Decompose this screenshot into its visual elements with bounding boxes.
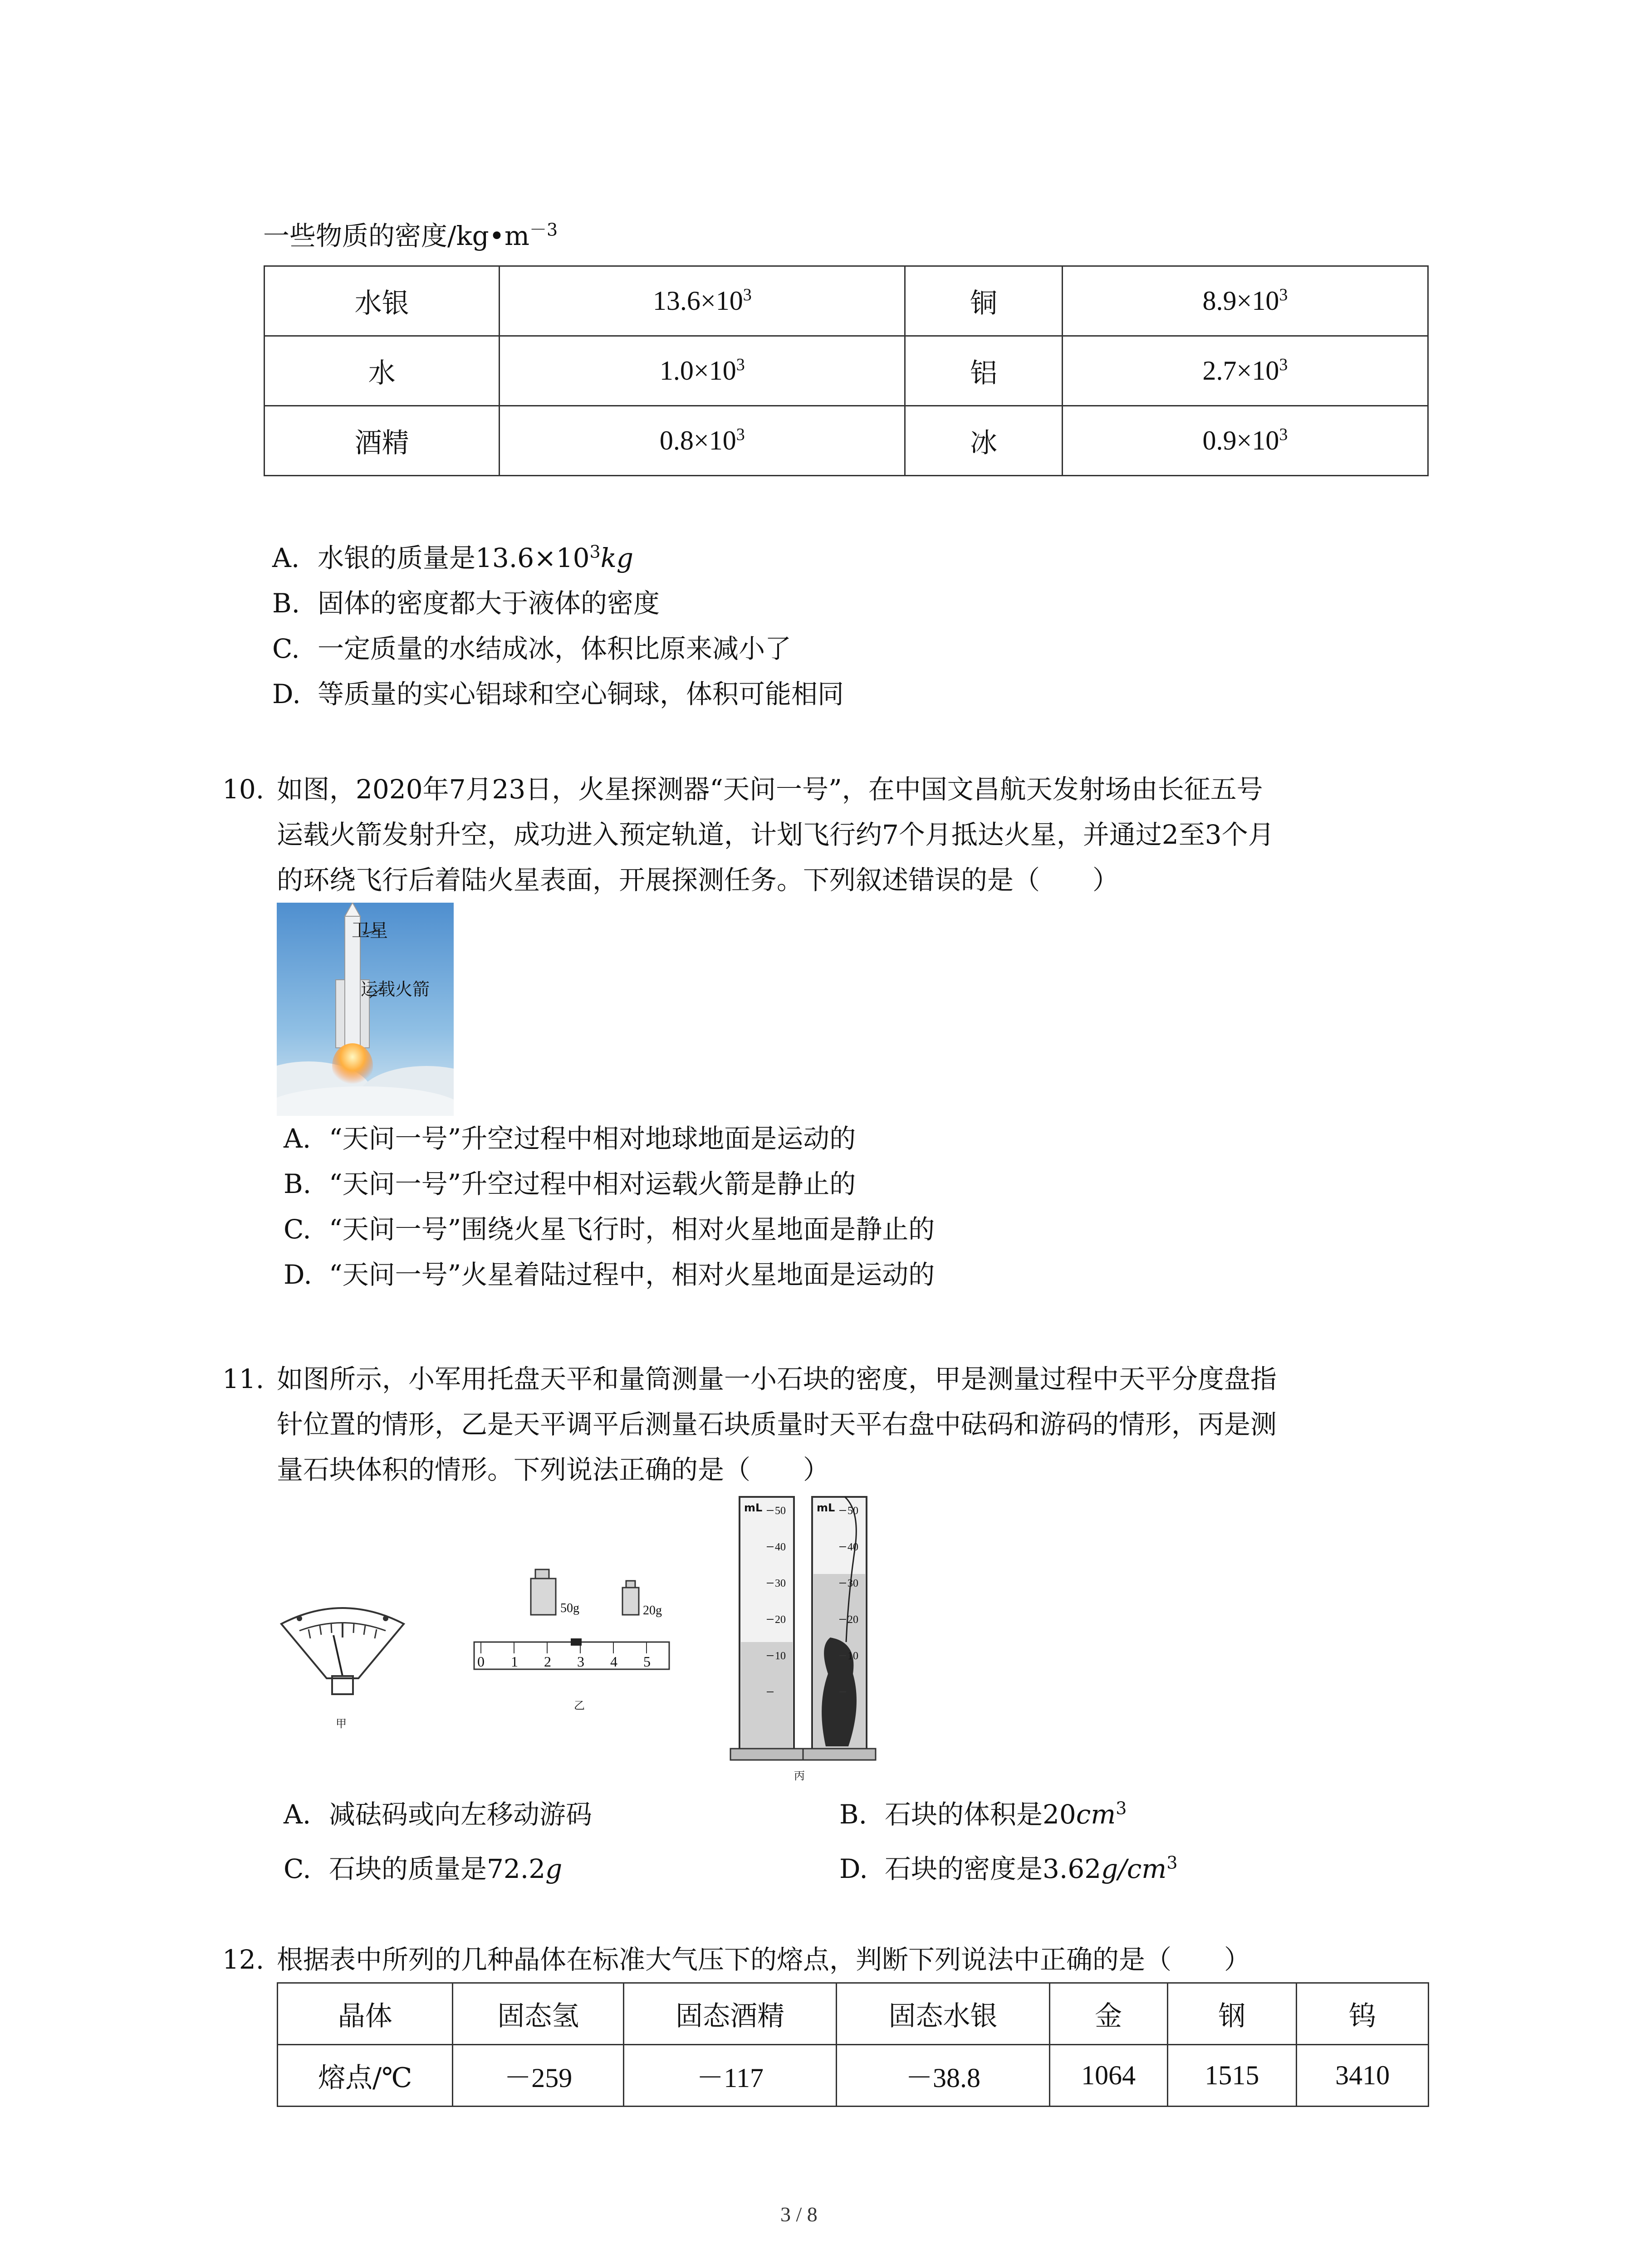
table-cell: 熔点/℃: [278, 2045, 453, 2107]
substance-name: 铝: [905, 336, 1063, 406]
ruler-tick-label: 0: [477, 1653, 485, 1670]
q9-option-b[interactable]: B. 固体的密度都大于液体的密度: [272, 588, 660, 619]
ruler-tick-label: 2: [544, 1653, 551, 1670]
figure-jia-label: 甲: [336, 1717, 347, 1730]
table-cell: －117: [624, 2045, 837, 2107]
q12-stem-line1: 根据表中所列的几种晶体在标准大气压下的熔点，判断下列说法中正确的是（ ）: [277, 1944, 1251, 1975]
density-value: $8.9\times 10^3$: [1062, 266, 1428, 336]
q10-option-c[interactable]: C. “天问一号”围绕火星飞行时，相对火星地面是静止的: [284, 1214, 935, 1245]
table-header-cell: 固态酒精: [624, 1983, 837, 2045]
cylinder-tick-label: 50: [775, 1505, 786, 1517]
cylinder-tick-label: 20: [775, 1614, 786, 1626]
table-cell: －259: [453, 2045, 624, 2107]
substance-name: 水: [265, 336, 500, 406]
q11-option-c[interactable]: C. 石块的质量是72.2g: [284, 1853, 563, 1884]
q10-stem-line2: 运载火箭发射升空，成功进入预定轨道，计划飞行约7个月抵达火星，并通过2至3个月: [277, 819, 1274, 850]
table-header-cell: 晶体: [278, 1983, 453, 2045]
table-cell: 3410: [1297, 2045, 1429, 2107]
caption-text: 一些物质的密度/kg•m: [263, 220, 530, 251]
balance-dial-figure: [277, 1597, 408, 1737]
q9-option-d[interactable]: D. 等质量的实心铝球和空心铜球，体积可能相同: [272, 679, 844, 709]
q11-stem-line3: 量石块体积的情形。下列说法正确的是（ ）: [277, 1454, 830, 1485]
caption-exponent: －3: [529, 220, 558, 240]
ruler-tick-label: 4: [610, 1653, 617, 1670]
ruler-tick-label: 1: [511, 1653, 518, 1670]
table-row: [265, 266, 1428, 336]
density-value: $1.0\times 10^3$: [500, 336, 905, 406]
table-header-cell: 钨: [1297, 1983, 1429, 2045]
rocket-label: 运载火箭: [361, 979, 430, 999]
density-table-caption: [263, 213, 558, 259]
table-header-cell: 固态氢: [453, 1983, 624, 2045]
table-row: [278, 1983, 1429, 2045]
table-row: [265, 406, 1428, 476]
cylinder-tick-label: 40: [775, 1541, 786, 1553]
q11-stem-line1: 如图所示，小军用托盘天平和量筒测量一小石块的密度，甲是测量过程中天平分度盘指: [277, 1364, 1277, 1394]
q11-option-b[interactable]: B. 石块的体积是$20cm^3$: [839, 1798, 1127, 1830]
table-cell: －38.8: [837, 2045, 1049, 2107]
satellite-label: 卫星: [352, 920, 388, 941]
cylinder-tick-label: 10: [775, 1650, 786, 1662]
weights-and-ruler-figure: [472, 1560, 676, 1742]
table-cell: 1515: [1167, 2045, 1297, 2107]
q10-number: 10.: [222, 774, 265, 805]
q10-option-d[interactable]: D. “天问一号”火星着陆过程中，相对火星地面是运动的: [284, 1259, 935, 1290]
q9-option-a[interactable]: A. 水银的质量是$13.6\times 10^3kg$: [272, 542, 634, 573]
q11-stem-line2: 针位置的情形，乙是天平调平后测量石块质量时天平右盘中砝码和游码的情形，丙是测: [277, 1409, 1277, 1440]
q12-number: 12.: [222, 1944, 265, 1975]
cylinder-tick-label: 50: [847, 1505, 858, 1517]
q11-option-d[interactable]: D. 石块的密度是$3.62g/cm^3$: [839, 1853, 1178, 1884]
cylinder-unit-label: mL: [817, 1501, 835, 1514]
q10-stem-line1: 如图，2020年7月23日，火星探测器“天问一号”，在中国文昌航天发射场由长征五号: [277, 774, 1263, 805]
cylinder-tick-label: 30: [775, 1578, 786, 1589]
q10-option-a[interactable]: A. “天问一号”升空过程中相对地球地面是运动的: [284, 1123, 856, 1154]
cylinder-tick-label: 10: [847, 1650, 858, 1662]
table-header-cell: 固态水银: [837, 1983, 1049, 2045]
weight-50g-label: 50g: [560, 1601, 579, 1615]
q11-number: 11.: [222, 1364, 265, 1394]
figure-yi-label: 乙: [574, 1699, 585, 1712]
substance-name: 水银: [265, 266, 500, 336]
page-number: 3 / 8: [780, 2203, 818, 2226]
substance-name: 酒精: [265, 406, 500, 476]
rocket-launch-image: [277, 903, 454, 1116]
melting-point-table: [277, 1982, 1429, 2107]
figure-bing-label: 丙: [794, 1769, 805, 1782]
density-value: $2.7\times 10^3$: [1062, 336, 1428, 406]
q9-option-c[interactable]: C. 一定质量的水结成冰，体积比原来减小了: [272, 633, 792, 664]
table-header-cell: 金: [1049, 1983, 1167, 2045]
density-value: $13.6\times 10^3$: [500, 266, 905, 336]
table-cell: 1064: [1049, 2045, 1167, 2107]
cylinder-tick-label: 20: [847, 1614, 858, 1626]
weight-20g-label: 20g: [643, 1603, 662, 1618]
substance-name: 冰: [905, 406, 1063, 476]
ruler-tick-label: 3: [577, 1653, 584, 1670]
q11-option-a[interactable]: A. 减砝码或向左移动游码: [284, 1799, 593, 1830]
density-value: $0.9\times 10^3$: [1062, 406, 1428, 476]
graduated-cylinders-figure: [726, 1492, 889, 1783]
table-row: [278, 2045, 1429, 2107]
substance-name: 铜: [905, 266, 1063, 336]
q10-stem-line3: 的环绕飞行后着陆火星表面，开展探测任务。下列叙述错误的是（ ）: [277, 865, 1119, 895]
cylinder-unit-label: mL: [744, 1501, 763, 1514]
cylinder-tick-label: 40: [847, 1541, 858, 1553]
density-value: $0.8\times 10^3$: [500, 406, 905, 476]
density-table: [264, 265, 1429, 476]
ruler-tick-label: 5: [643, 1653, 651, 1670]
table-row: [265, 336, 1428, 406]
q10-option-b[interactable]: B. “天问一号”升空过程中相对运载火箭是静止的: [284, 1168, 856, 1199]
cylinder-tick-label: 30: [847, 1578, 858, 1589]
table-header-cell: 钢: [1167, 1983, 1297, 2045]
